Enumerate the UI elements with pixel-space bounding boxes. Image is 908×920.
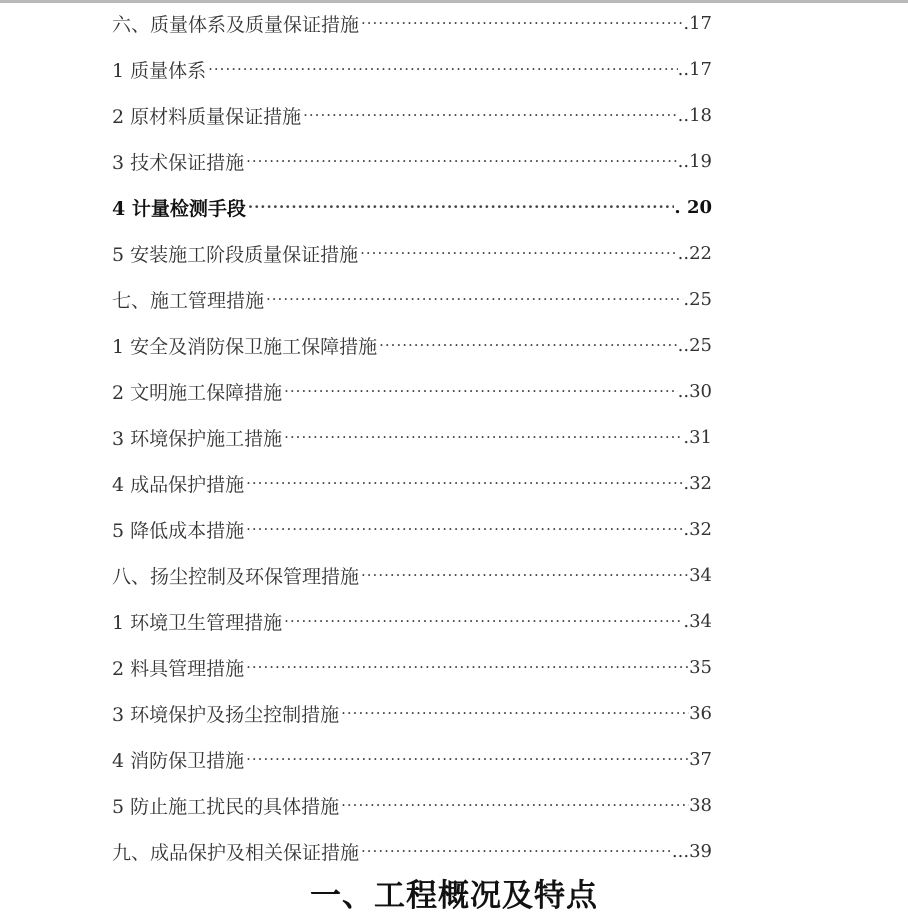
toc-page-number: 35 (689, 656, 712, 678)
toc-entry-11[interactable] (112, 468, 712, 498)
toc-dot-leader (361, 566, 689, 584)
toc-entry-label: 4 成品保护措施 (112, 473, 245, 496)
toc-dot-leader (266, 290, 683, 308)
toc-entry-label: 5 安装施工阶段质量保证措施 (112, 243, 359, 266)
toc-dot-leader (284, 428, 683, 446)
toc-entry-16[interactable] (112, 698, 712, 728)
toc-entry-label: 5 降低成本措施 (112, 519, 245, 542)
top-border (0, 0, 908, 3)
toc-page-number: ..30 (677, 380, 712, 402)
toc-entry-14[interactable] (112, 606, 712, 636)
toc-dot-leader (284, 382, 678, 400)
toc-entry-label: 2 文明施工保障措施 (112, 381, 283, 404)
toc-dot-leader (303, 106, 678, 124)
toc-dot-leader (360, 244, 678, 262)
toc-entry-label: 八、扬尘控制及环保管理措施 (112, 565, 360, 588)
toc-entry-label: 1 安全及消防保卫施工保障措施 (112, 335, 378, 358)
toc-entry-3[interactable] (112, 100, 712, 130)
toc-page-number: .25 (683, 288, 712, 310)
toc-page-number: .32 (683, 472, 712, 494)
toc-page-number: ...39 (671, 840, 712, 862)
toc-entry-label: 1 环境卫生管理措施 (112, 611, 283, 634)
toc-entry-12[interactable] (112, 514, 712, 544)
toc-dot-leader (246, 474, 683, 492)
toc-dot-leader (361, 842, 672, 860)
toc-entry-1[interactable] (112, 8, 712, 38)
toc-page-number: .34 (683, 610, 712, 632)
toc-entry-label: 九、成品保护及相关保证措施 (112, 841, 360, 864)
toc-entry-label: 2 原材料质量保证措施 (112, 105, 302, 128)
toc-entry-4[interactable] (112, 146, 712, 176)
toc-page-number: .31 (683, 426, 712, 448)
toc-page-number: ..19 (677, 150, 712, 172)
toc-entry-19[interactable] (112, 836, 712, 866)
toc-entry-label: 3 技术保证措施 (112, 151, 245, 174)
toc-page-number: ..25 (677, 334, 712, 356)
toc-entry-label: 1 质量体系 (112, 59, 207, 82)
toc-entry-10[interactable] (112, 422, 712, 452)
toc-entry-label: 2 料具管理措施 (112, 657, 245, 680)
toc-dot-leader (246, 658, 689, 676)
toc-entry-7[interactable] (112, 284, 712, 314)
toc-dot-leader (379, 336, 678, 354)
toc-entry-17[interactable] (112, 744, 712, 774)
toc-entry-9[interactable] (112, 376, 712, 406)
toc-entry-label: 4 消防保卫措施 (112, 749, 245, 772)
toc-dot-leader (341, 704, 689, 722)
toc-dot-leader (246, 520, 683, 538)
toc-entry-13[interactable] (112, 560, 712, 590)
toc-entry-15[interactable] (112, 652, 712, 682)
toc-entry-2[interactable] (112, 54, 712, 84)
toc-page-number: ..18 (677, 104, 712, 126)
toc-dot-leader (248, 198, 675, 216)
toc-page-number: . 20 (674, 196, 712, 218)
toc-dot-leader (246, 152, 678, 170)
toc-page-number: 36 (689, 702, 712, 724)
toc-dot-leader (361, 14, 683, 32)
toc-entry-label: 六、质量体系及质量保证措施 (112, 13, 360, 36)
toc-entry-18[interactable] (112, 790, 712, 820)
toc-entry-6[interactable] (112, 238, 712, 268)
toc-page-number: ..22 (677, 242, 712, 264)
toc-page-number: 37 (689, 748, 712, 770)
toc-page-number: 38 (689, 794, 712, 816)
toc-entry-8[interactable] (112, 330, 712, 360)
toc-page-number: ..17 (677, 58, 712, 80)
toc-entry-label: 5 防止施工扰民的具体措施 (112, 795, 340, 818)
toc-entry-label: 4 计量检测手段 (112, 197, 246, 220)
toc-entry-5[interactable] (112, 192, 712, 222)
toc-page-number: .32 (683, 518, 712, 540)
toc-dot-leader (341, 796, 689, 814)
toc-entry-label: 七、施工管理措施 (112, 289, 265, 312)
toc-entry-label: 3 环境保护及扬尘控制措施 (112, 703, 340, 726)
toc-page-number: .17 (683, 12, 712, 34)
section-heading: 一、工程概况及特点 (310, 878, 598, 914)
toc-entry-label: 3 环境保护施工措施 (112, 427, 283, 450)
toc-dot-leader (208, 60, 678, 78)
toc-dot-leader (246, 750, 689, 768)
toc-dot-leader (284, 612, 683, 630)
toc-page-number: 34 (689, 564, 712, 586)
